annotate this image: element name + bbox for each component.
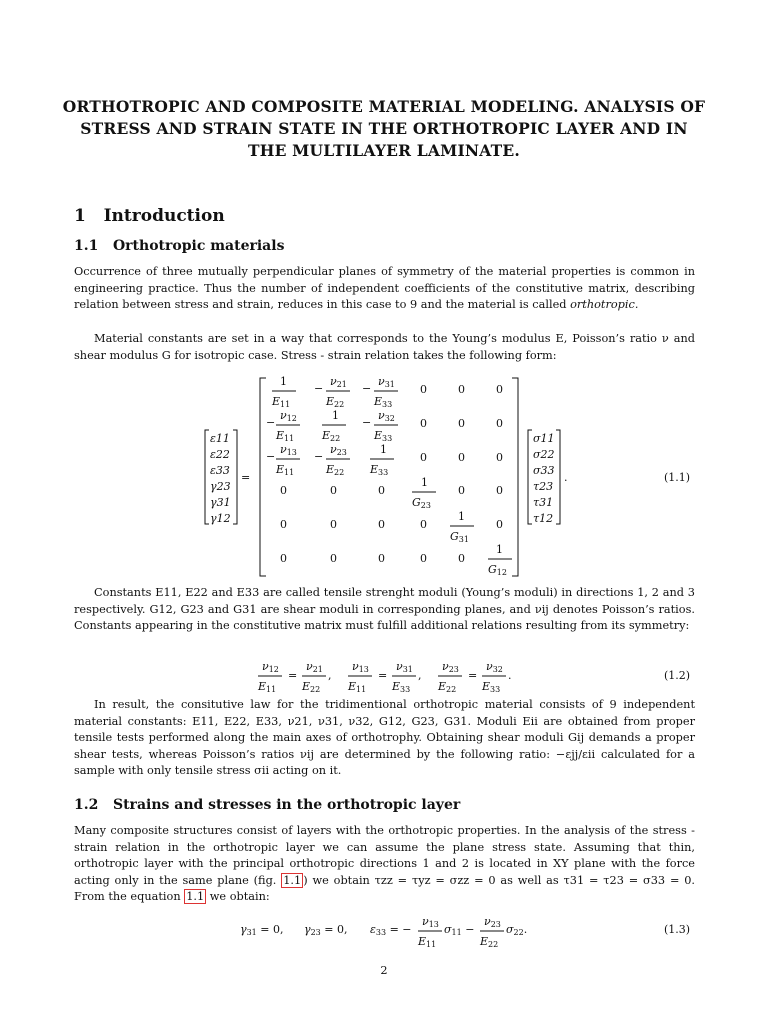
svg-text:ν31: ν31 <box>378 375 395 389</box>
svg-text:G12: G12 <box>488 563 507 577</box>
strain-vector-right-bracket <box>233 430 237 524</box>
svg-text:ν23: ν23 <box>484 915 501 929</box>
svg-text:0: 0 <box>280 552 287 565</box>
stress-t31: τ31 <box>533 496 554 509</box>
svg-text:E22: E22 <box>326 463 345 477</box>
equation-period: . <box>564 471 568 484</box>
svg-text:0: 0 <box>420 552 427 565</box>
svg-text:E11: E11 <box>276 429 295 443</box>
svg-text:1: 1 <box>496 543 503 556</box>
paragraph-material-constants: Material constants are set in a way that corresponds to the Young’s modulus E, Poisson’s ratio ν and shear modulus G for isotropic case. Stress - strain relation takes the following form: <box>74 332 695 362</box>
svg-text:ν23: ν23 <box>330 443 347 457</box>
figure-reference-link[interactable]: 1.1 <box>283 873 302 887</box>
stress-s11: σ11 <box>533 432 555 445</box>
equation-number-1-1: (1.1) <box>664 471 691 484</box>
svg-text:,: , <box>328 669 332 682</box>
svg-text:γ23 = 0,: γ23 = 0, <box>304 923 348 937</box>
svg-text:E33: E33 <box>374 429 393 443</box>
svg-text:−: − <box>362 382 372 395</box>
svg-text:0: 0 <box>458 484 465 497</box>
strain-g23: γ23 <box>210 480 231 493</box>
svg-text:ν21: ν21 <box>306 660 323 674</box>
subsection-heading-strains-stresses <box>74 797 460 813</box>
svg-text:E11: E11 <box>258 680 277 694</box>
equation-1-3 <box>240 915 527 949</box>
svg-text:E11: E11 <box>348 680 367 694</box>
svg-text:0: 0 <box>496 383 503 396</box>
svg-text:1: 1 <box>332 409 339 422</box>
svg-text:E33: E33 <box>374 395 393 409</box>
svg-text:ε33 = −: ε33 = − <box>370 923 412 937</box>
svg-text:−: − <box>266 416 276 429</box>
svg-text:σ11 −: σ11 − <box>444 923 475 937</box>
svg-text:E11: E11 <box>272 395 291 409</box>
svg-text:0: 0 <box>330 552 337 565</box>
strain-vector-left-bracket <box>205 430 209 524</box>
strain-e11: ε11 <box>210 432 230 445</box>
section-number: 1 <box>74 206 86 226</box>
equation-reference-link[interactable]: 1.1 <box>186 890 205 904</box>
matrix-row-5 <box>280 510 503 544</box>
strain-g31: γ31 <box>210 496 231 509</box>
svg-text:E22: E22 <box>326 395 345 409</box>
svg-text:=: = <box>468 669 478 682</box>
paragraph-text: Occurrence of three mutually perpendicular planes of symmetry of the material properties is common in engineering practice. Thus the number of independent coefficients of the constitutive matrix, describing relation between stress and strain, reduces in this case to 9 and the material is called <box>74 265 695 312</box>
stress-t12: τ12 <box>533 512 554 525</box>
equation-1-2 <box>257 660 512 694</box>
stress-vector-right-bracket <box>556 430 560 524</box>
svg-text:σ22.: σ22. <box>506 923 528 937</box>
svg-text:E33: E33 <box>370 463 389 477</box>
svg-text:0: 0 <box>280 518 287 531</box>
svg-text:G23: G23 <box>412 496 431 510</box>
italic-term: orthotropic. <box>570 298 639 312</box>
svg-text:G31: G31 <box>450 530 469 544</box>
matrix-row-1 <box>271 375 503 409</box>
paragraph-tensile-moduli: Constants E11, E22 and E33 are called tensile strenght moduli (Young’s moduli) in directions 1, 2 and 3 respectively. G12, G23 and G31 are shear moduli in corresponding planes, and νij denotes Poisson’s ratios. Constants appearing in the constitutive matrix must fulfill additional relations resulting from its symmetry: <box>74 586 695 633</box>
svg-text:E11: E11 <box>418 935 437 949</box>
svg-text:.: . <box>508 669 512 682</box>
matrix-row-4 <box>280 476 503 510</box>
paragraph-constitutive-law: In result, the consitutive law for the tridimentional orthotropic material consists of 9 independent material constants: E11, E22, E33, ν21, ν31, ν32, G12, G23, G31. Moduli Eii are obtained from proper tensile tests performed along the main axes of orthotrophy. Obtaining shear moduli Gij demands a proper shear tests, whereas Poisson’s ratios νij are determined by the following ratio: −εjj/εii calculated for a sample with only tensile stress σii acting on it. <box>74 698 695 778</box>
svg-text:1: 1 <box>380 443 387 456</box>
svg-text:0: 0 <box>420 417 427 430</box>
stress-s22: σ22 <box>533 448 555 461</box>
svg-text:ν21: ν21 <box>330 375 347 389</box>
subsection-number: 1.1 <box>74 238 99 254</box>
svg-text:ν32: ν32 <box>486 660 503 674</box>
subsection-title: Strains and stresses in the orthotropic layer <box>112 797 461 813</box>
svg-text:0: 0 <box>330 518 337 531</box>
svg-text:0: 0 <box>378 518 385 531</box>
paragraph-orthotropic-layer <box>74 823 695 906</box>
svg-text:ν32: ν32 <box>378 409 395 423</box>
svg-text:1: 1 <box>458 510 465 523</box>
svg-text:−: − <box>266 450 276 463</box>
svg-text:0: 0 <box>458 383 465 396</box>
svg-text:0: 0 <box>378 552 385 565</box>
svg-text:,: , <box>418 669 422 682</box>
stress-vector-left-bracket <box>528 430 532 524</box>
svg-text:0: 0 <box>458 417 465 430</box>
subsection-title: Orthotropic materials <box>112 238 285 254</box>
matrix-right-bracket <box>512 378 518 576</box>
svg-text:=: = <box>288 669 298 682</box>
svg-text:−: − <box>362 416 372 429</box>
svg-text:E22: E22 <box>322 429 341 443</box>
svg-text:0: 0 <box>420 451 427 464</box>
strain-e33: ε33 <box>210 464 230 477</box>
matrix-left-bracket <box>260 378 266 576</box>
svg-text:0: 0 <box>496 484 503 497</box>
svg-text:0: 0 <box>496 518 503 531</box>
strain-e22: ε22 <box>210 448 230 461</box>
matrix-row-6 <box>280 543 512 577</box>
svg-text:0: 0 <box>496 451 503 464</box>
svg-text:E22: E22 <box>480 935 499 949</box>
svg-text:ν12: ν12 <box>280 409 297 423</box>
svg-text:E33: E33 <box>392 680 411 694</box>
svg-text:0: 0 <box>458 451 465 464</box>
svg-text:−: − <box>314 382 324 395</box>
svg-text:0: 0 <box>458 552 465 565</box>
stress-s33: σ33 <box>533 464 555 477</box>
svg-text:0: 0 <box>496 417 503 430</box>
svg-text:0: 0 <box>378 484 385 497</box>
svg-text:=: = <box>378 669 388 682</box>
equals-sign: = <box>241 471 251 484</box>
equation-number-1-3: (1.3) <box>664 923 691 936</box>
svg-text:ν13: ν13 <box>352 660 369 674</box>
svg-text:0: 0 <box>280 484 287 497</box>
svg-text:γ31 = 0,: γ31 = 0, <box>240 923 284 937</box>
svg-text:0: 0 <box>420 518 427 531</box>
svg-text:1: 1 <box>421 476 428 489</box>
paragraph-text: we obtain: <box>209 890 270 904</box>
svg-text:ν23: ν23 <box>442 660 459 674</box>
svg-text:ν12: ν12 <box>262 660 279 674</box>
svg-text:0: 0 <box>420 383 427 396</box>
paragraph-text: ) we obtain τzz = τyz = σzz = 0 as well as τ31 = τ23 = σ33 = 0. From the equation <box>74 873 696 904</box>
svg-text:0: 0 <box>330 484 337 497</box>
svg-text:E22: E22 <box>302 680 321 694</box>
svg-text:ν13: ν13 <box>422 915 439 929</box>
subsection-number: 1.2 <box>74 797 99 813</box>
section-title: Introduction <box>103 206 225 226</box>
matrix-row-2 <box>266 409 503 443</box>
stress-t23: τ23 <box>533 480 554 493</box>
paper-title: ORTHOTROPIC AND COMPOSITE MATERIAL MODELING. ANALYSIS OF STRESS AND STRAIN STATE IN THE ORTHOTROPIC LAYER AND IN THE MULTILAYER LAMINATE. <box>62 97 706 160</box>
svg-text:1: 1 <box>280 375 287 388</box>
svg-text:E33: E33 <box>482 680 501 694</box>
equation-number-1-2: (1.2) <box>664 669 691 682</box>
matrix-row-3 <box>266 443 503 477</box>
paragraph-text: Many composite structures consist of layers with the orthotropic properties. In the analysis of the stress - strain relation in the orthotropic layer we can assume the plane stress state. Assuming that thin, orthotropic layer with the principal orthotropic directions 1 and 2 is located in XY plane with the force acting only in the same plane (fig. <box>74 824 695 887</box>
svg-text:E11: E11 <box>276 463 295 477</box>
page-number: 2 <box>380 964 388 977</box>
svg-text:ν31: ν31 <box>396 660 413 674</box>
svg-text:E22: E22 <box>438 680 457 694</box>
svg-text:−: − <box>314 450 324 463</box>
svg-text:ν13: ν13 <box>280 443 297 457</box>
strain-g12: γ12 <box>210 512 231 525</box>
